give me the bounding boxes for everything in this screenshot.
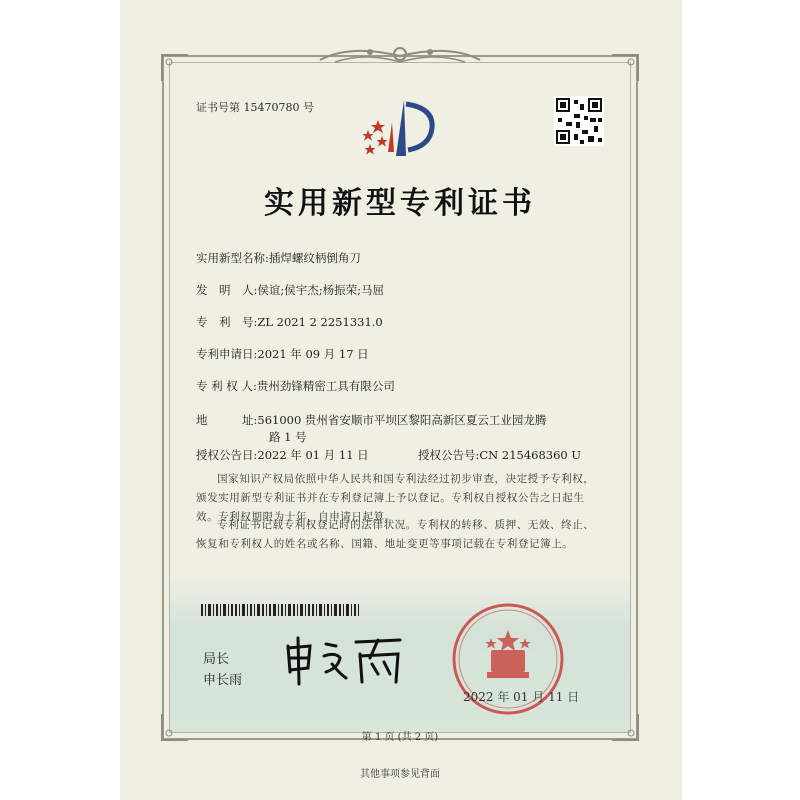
patent-number-label: 专 利 号:: [196, 315, 258, 329]
announce-number-value: CN 215468360 U: [479, 448, 582, 462]
announce-date-label: 授权公告日:: [196, 448, 258, 462]
field-utility-model-name: [196, 250, 361, 266]
barcode-icon: [201, 604, 359, 616]
address-label: 地 址:: [196, 413, 258, 427]
paragraph-legal-status: 专利证书记载专利权登记时的法律状况。专利权的转移、质押、无效、终止、恢复和专利权人的姓名或名称、国籍、地址变更等事项记载在专利登记簿上。: [196, 519, 595, 550]
paragraph-grant-statement: 国家知识产权局依照中华人民共和国专利法经过初步审查，决定授予专利权，颁发实用新型专利证书并在专利登记簿上予以登记。专利权自授权公告之日起生效。专利权期限为十年，自申请日起算。: [196, 473, 595, 523]
cnipa-logo-icon: [348, 94, 444, 166]
field-patentee: [196, 378, 395, 394]
field-address: [196, 412, 546, 428]
certificate-number-suffix: 号: [303, 101, 314, 114]
inventor-label: 发 明 人:: [196, 283, 258, 297]
field-announce-number: [418, 447, 581, 463]
corner-ornament-icon: [160, 53, 190, 83]
announce-number-label: 授权公告号:: [418, 448, 480, 462]
field-filing-date: [196, 346, 369, 362]
patent-number-value: ZL 2021 2 2251331.0: [257, 315, 383, 329]
certificate-title: 实用新型专利证书: [264, 186, 536, 221]
filing-date-label: 专利申请日:: [196, 347, 258, 361]
director-name: 申长雨: [203, 673, 243, 688]
top-ornament-icon: [310, 40, 490, 72]
patentee-value: 贵州劲锋精密工具有限公司: [256, 379, 395, 393]
field-announce-date: [196, 447, 369, 463]
address-value-line2: 路 1 号: [269, 430, 307, 444]
announce-date-value: 2022 年 01 月 11 日: [257, 448, 369, 462]
filing-date-value: 2021 年 09 月 17 日: [257, 347, 369, 361]
certificate-number: [196, 99, 314, 115]
address-value-line1: 561000 贵州省安顺市平坝区黎阳高新区夏云工业园龙腾: [257, 413, 547, 427]
field-patent-number: [196, 314, 383, 330]
certificate-number-label: 证书号第: [196, 101, 240, 114]
seal-date: 2022 年 01 月 11 日: [463, 690, 580, 704]
signature-icon: [280, 628, 410, 688]
field-inventor: [196, 282, 384, 298]
corner-ornament-icon: [610, 53, 640, 83]
director-title: 局长: [203, 652, 230, 667]
page-number: 第 1 页 (共 2 页): [361, 732, 439, 743]
qr-code-icon: [554, 96, 604, 146]
name-value: 插焊螺纹柄倒角刀: [268, 251, 361, 265]
certificate-number-value: 15470780: [243, 101, 300, 114]
patentee-label: 专 利 权 人:: [196, 379, 257, 393]
name-label: 实用新型名称:: [196, 251, 269, 265]
inventor-value: 侯谊;侯宇杰;杨振荣;马屈: [257, 283, 384, 297]
footer-note: 其他事项参见背面: [360, 769, 440, 780]
